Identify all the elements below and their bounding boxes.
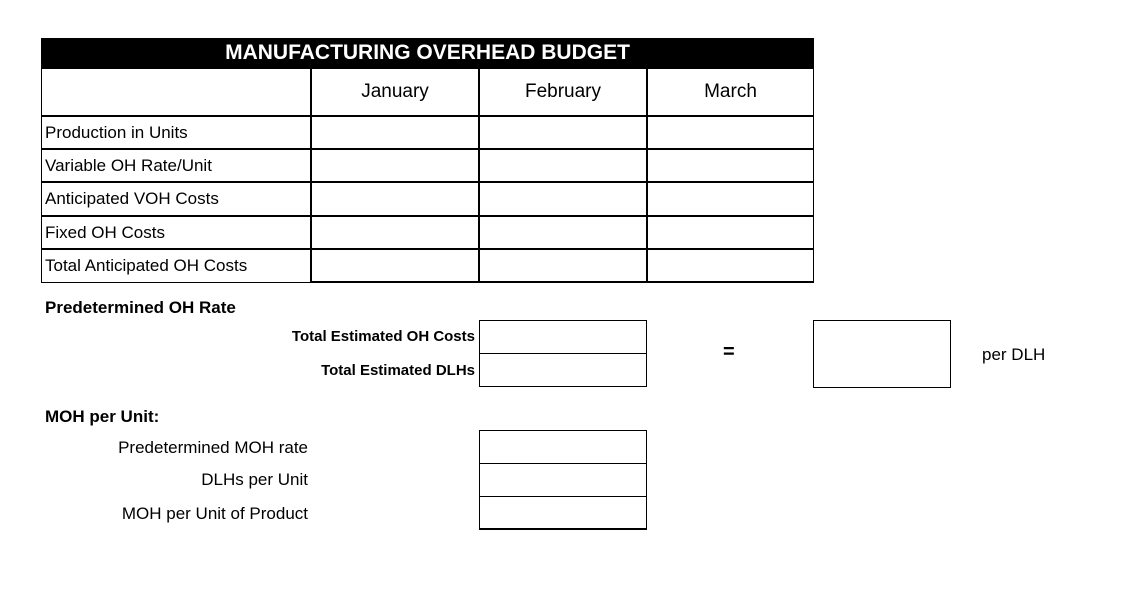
cell-production-january[interactable]: [311, 116, 479, 149]
equals-sign: =: [723, 341, 735, 363]
cell-total-oh-february[interactable]: [479, 249, 647, 283]
cell-voh-rate-march[interactable]: [647, 149, 814, 182]
dlhs-per-unit-label: DLHs per Unit: [201, 470, 308, 489]
per-dlh-label: per DLH: [982, 345, 1046, 364]
budget-title: MANUFACTURING OVERHEAD BUDGET: [41, 38, 814, 68]
dlhs-per-unit-input[interactable]: [479, 463, 647, 497]
cell-production-february[interactable]: [479, 116, 647, 149]
total-estimated-oh-costs-input[interactable]: [479, 320, 647, 354]
total-estimated-oh-costs-label: Total Estimated OH Costs: [291, 328, 475, 345]
row-label-variable-oh-rate: Variable OH Rate/Unit: [41, 149, 311, 182]
cell-voh-costs-february[interactable]: [479, 182, 647, 216]
header-blank-cell: [41, 68, 311, 116]
moh-per-unit-of-product-input[interactable]: [479, 496, 647, 530]
moh-per-unit-of-product-label: MOH per Unit of Product: [121, 504, 308, 523]
cell-production-march[interactable]: [647, 116, 814, 149]
cell-voh-rate-february[interactable]: [479, 149, 647, 182]
cell-voh-costs-march[interactable]: [647, 182, 814, 216]
cell-total-oh-march[interactable]: [647, 249, 814, 283]
cell-fixed-oh-january[interactable]: [311, 216, 479, 249]
row-label-anticipated-voh: Anticipated VOH Costs: [41, 182, 311, 216]
column-header-january: January: [311, 68, 479, 116]
cell-voh-costs-january[interactable]: [311, 182, 479, 216]
moh-per-unit-heading: MOH per Unit:: [45, 407, 160, 426]
total-estimated-dlhs-input[interactable]: [479, 353, 647, 387]
column-header-february: February: [479, 68, 647, 116]
row-label-fixed-oh: Fixed OH Costs: [41, 216, 311, 249]
predetermined-moh-rate-input[interactable]: [479, 430, 647, 464]
column-header-march: March: [647, 68, 814, 116]
total-estimated-dlhs-label: Total Estimated DLHs: [321, 362, 475, 379]
cell-fixed-oh-march[interactable]: [647, 216, 814, 249]
predetermined-oh-rate-heading: Predetermined OH Rate: [45, 298, 236, 317]
row-label-total-oh: Total Anticipated OH Costs: [41, 249, 311, 283]
cell-fixed-oh-february[interactable]: [479, 216, 647, 249]
cell-total-oh-january[interactable]: [311, 249, 479, 283]
cell-voh-rate-january[interactable]: [311, 149, 479, 182]
predetermined-moh-rate-label: Predetermined MOH rate: [118, 438, 308, 457]
predetermined-rate-result-input[interactable]: [813, 320, 951, 388]
row-label-production-units: Production in Units: [41, 116, 311, 149]
